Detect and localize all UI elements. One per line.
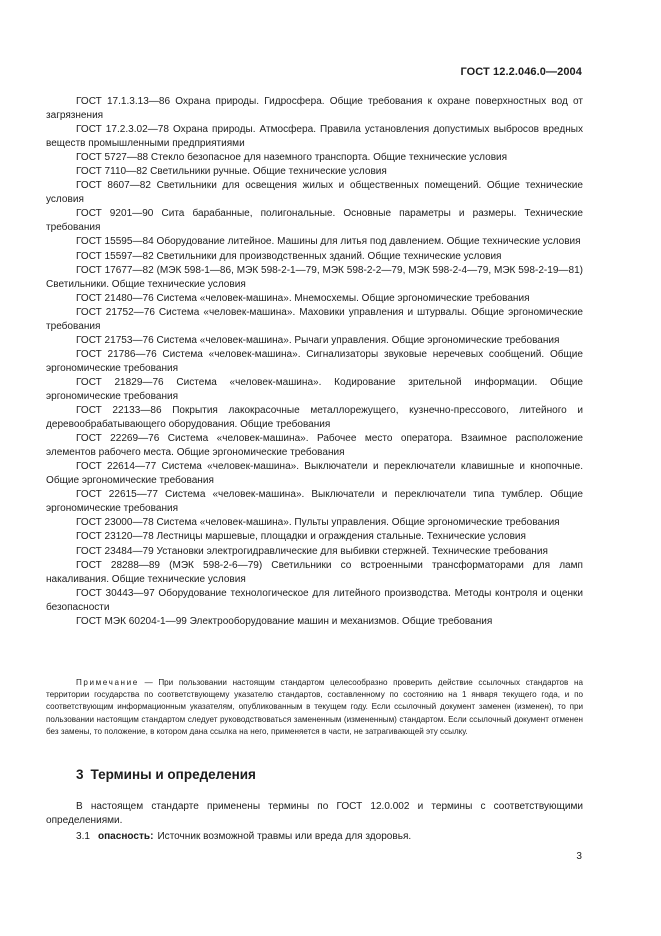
reference-code: ГОСТ 21829—76 (76, 376, 164, 388)
reference-code: ГОСТ 17.2.3.02—78 (76, 124, 169, 136)
reference-item (46, 432, 583, 460)
reference-code: ГОСТ 22615—77 (76, 489, 158, 501)
term-name: опасность: (97, 831, 154, 842)
reference-title: Светильники для производственных зданий. Общие технические условия (156, 250, 502, 262)
reference-item (46, 306, 583, 334)
reference-item (46, 250, 583, 264)
reference-title: Система «человек-машина». Выключатели и переключатели клавишные и кнопочные. Общие эргономические требования (46, 461, 583, 487)
reference-code: ГОСТ 28288—89 (76, 559, 161, 571)
reference-title: Система «человек-машина». Выключатели и переключатели типа тумблер. Общие эргономические требования (46, 489, 584, 515)
reference-code: ГОСТ 21786—76 (76, 348, 157, 360)
reference-code: ГОСТ 5727—88 (76, 152, 149, 164)
reference-item (46, 460, 583, 488)
reference-title: Оборудование литейное. Машины для литья под давлением. Общие технические условия (156, 236, 581, 248)
reference-item (46, 207, 583, 235)
reference-code: ГОСТ 15595—84 (76, 236, 154, 248)
reference-code: ГОСТ 9201—90 (76, 208, 154, 220)
reference-title: Охрана природы. Атмосфера. Правила установления допустимых выбросов вредных веществ промышленными предприятиями (46, 124, 583, 150)
reference-code: ГОСТ 30443—97 (76, 587, 155, 599)
reference-title: Установки электрогидравлические для выбивки стержней. Технические требования (156, 545, 548, 557)
reference-title: Лестницы маршевые, площадки и ограждения стальные. Технические условия (156, 531, 526, 543)
reference-title: Охрана природы. Гидросфера. Общие требования к охране поверхностных вод от загрязнения (46, 96, 583, 122)
reference-item (46, 348, 583, 376)
normative-references-list (46, 95, 583, 629)
note-text: — При пользовании настоящим стандартом целесообразно проверить действие ссылочных стандартов на территории государства по соответствующему указателю стандартов, составленному по состоянию на 1 января текущего года, и по соответствующим информационным указателям, опубликованным в текущем году. Если ссылочный документ заменен (изменен), то при пользовании настоящим стандартом следует руководствоваться замененным (измененным) стандартом. Если ссылочный документ отменен без замены, то положение, в котором дана ссылка на него, применяется в части, не затрагивающей эту ссылку. (46, 678, 583, 736)
reference-code: ГОСТ 17677—82 (76, 264, 154, 276)
reference-item (46, 530, 583, 544)
reference-item (46, 235, 583, 249)
reference-code: ГОСТ МЭК 60204-1—99 (76, 615, 187, 627)
section-number: 3 (76, 767, 84, 782)
reference-item (46, 404, 583, 432)
reference-item (46, 264, 583, 292)
reference-item (46, 488, 583, 516)
reference-code: ГОСТ 23484—79 (76, 545, 154, 557)
reference-item (46, 587, 583, 615)
reference-title: Система «человек-машина». Рабочее место оператора. Взаимное расположение элементов рабочего места. Общие эргономические требования (46, 433, 584, 459)
reference-code: ГОСТ 8607—82 (76, 180, 151, 192)
reference-title: Система «человек-машина». Рычаги управления. Общие эргономические требования (156, 334, 560, 346)
reference-title: Оборудование технологическое для литейного производства. Методы контроля и оценки безопасности (46, 587, 584, 613)
reference-code: ГОСТ 17.1.3.13—86 (76, 96, 171, 107)
term-number: 3.1 (76, 831, 90, 842)
reference-title: Система «человек-машина». Кодирование зрительной информации. Общие эргономические требования (46, 376, 583, 402)
reference-item (46, 376, 583, 404)
reference-item (46, 334, 583, 348)
reference-code: ГОСТ 22614—77 (76, 461, 157, 473)
reference-item (46, 615, 583, 629)
reference-item (46, 123, 583, 151)
section-intro: В настоящем стандарте применены термины по ГОСТ 12.0.002 и термины с соответствующими определениями. (46, 801, 583, 826)
reference-title: (МЭК 598-2-6—79) Светильники со встроенными трансформаторами для ламп накаливания. Общие технические условия (46, 559, 583, 585)
reference-code: ГОСТ 22133—86 (76, 405, 162, 417)
note-label: Примечание (76, 678, 139, 687)
reference-title: Стекло безопасное для наземного транспорта. Общие технические условия (150, 152, 508, 164)
term-definition: Источник возможной травмы или вреда для здоровья. (157, 831, 412, 842)
reference-item (46, 151, 583, 165)
reference-title: (МЭК 598-1—86, МЭК 598-2-1—79, МЭК 598-2-2—79, МЭК 598-2-4—79, МЭК 598-2-19—81) Светильники. Общие технические условия (46, 264, 584, 290)
reference-item (46, 179, 583, 207)
reference-title: Покрытия лакокрасочные металлорежущего, кузнечно-прессового, литейного и деревообрабатывающего оборудования. Общие требования (46, 405, 584, 431)
reference-code: ГОСТ 21480—76 (76, 292, 154, 304)
reference-title: Система «человек-машина». Маховики управления и штурвалы. Общие эргономические требования (46, 306, 583, 332)
section-heading (76, 767, 256, 782)
reference-item (46, 95, 583, 123)
reference-title: Электрооборудование машин и механизмов. Общие требования (189, 615, 493, 627)
reference-code: ГОСТ 21752—76 (76, 306, 155, 318)
reference-item (46, 516, 583, 530)
reference-item (46, 545, 583, 559)
reference-item (46, 292, 583, 306)
reference-title: Светильники ручные. Общие технические условия (150, 166, 387, 178)
reference-title: Система «человек-машина». Сигнализаторы звуковые неречевых сообщений. Общие эргономические требования (46, 348, 583, 374)
reference-item (46, 559, 583, 587)
reference-title: Светильники для освещения жилых и общественных помещений. Общие технические условия (46, 180, 583, 206)
reference-item (46, 165, 583, 179)
reference-code: ГОСТ 7110—82 (76, 166, 148, 178)
section-title: Термины и определения (90, 767, 256, 782)
term-entry (76, 830, 411, 844)
page-number: 3 (576, 851, 582, 862)
note-paragraph (46, 677, 583, 738)
document-header-code: ГОСТ 12.2.046.0—2004 (460, 66, 582, 78)
reference-code: ГОСТ 23000—78 (76, 517, 154, 529)
reference-code: ГОСТ 22269—76 (76, 433, 160, 445)
reference-code: ГОСТ 21753—76 (76, 334, 154, 346)
reference-code: ГОСТ 15597—82 (76, 250, 154, 262)
reference-code: ГОСТ 23120—78 (76, 531, 154, 543)
reference-title: Система «человек-машина». Мнемосхемы. Общие эргономические требования (156, 292, 530, 304)
reference-title: Система «человек-машина». Пульты управления. Общие эргономические требования (156, 517, 560, 529)
reference-title: Сита барабанные, полигональные. Основные параметры и размеры. Технические требования (46, 208, 583, 234)
